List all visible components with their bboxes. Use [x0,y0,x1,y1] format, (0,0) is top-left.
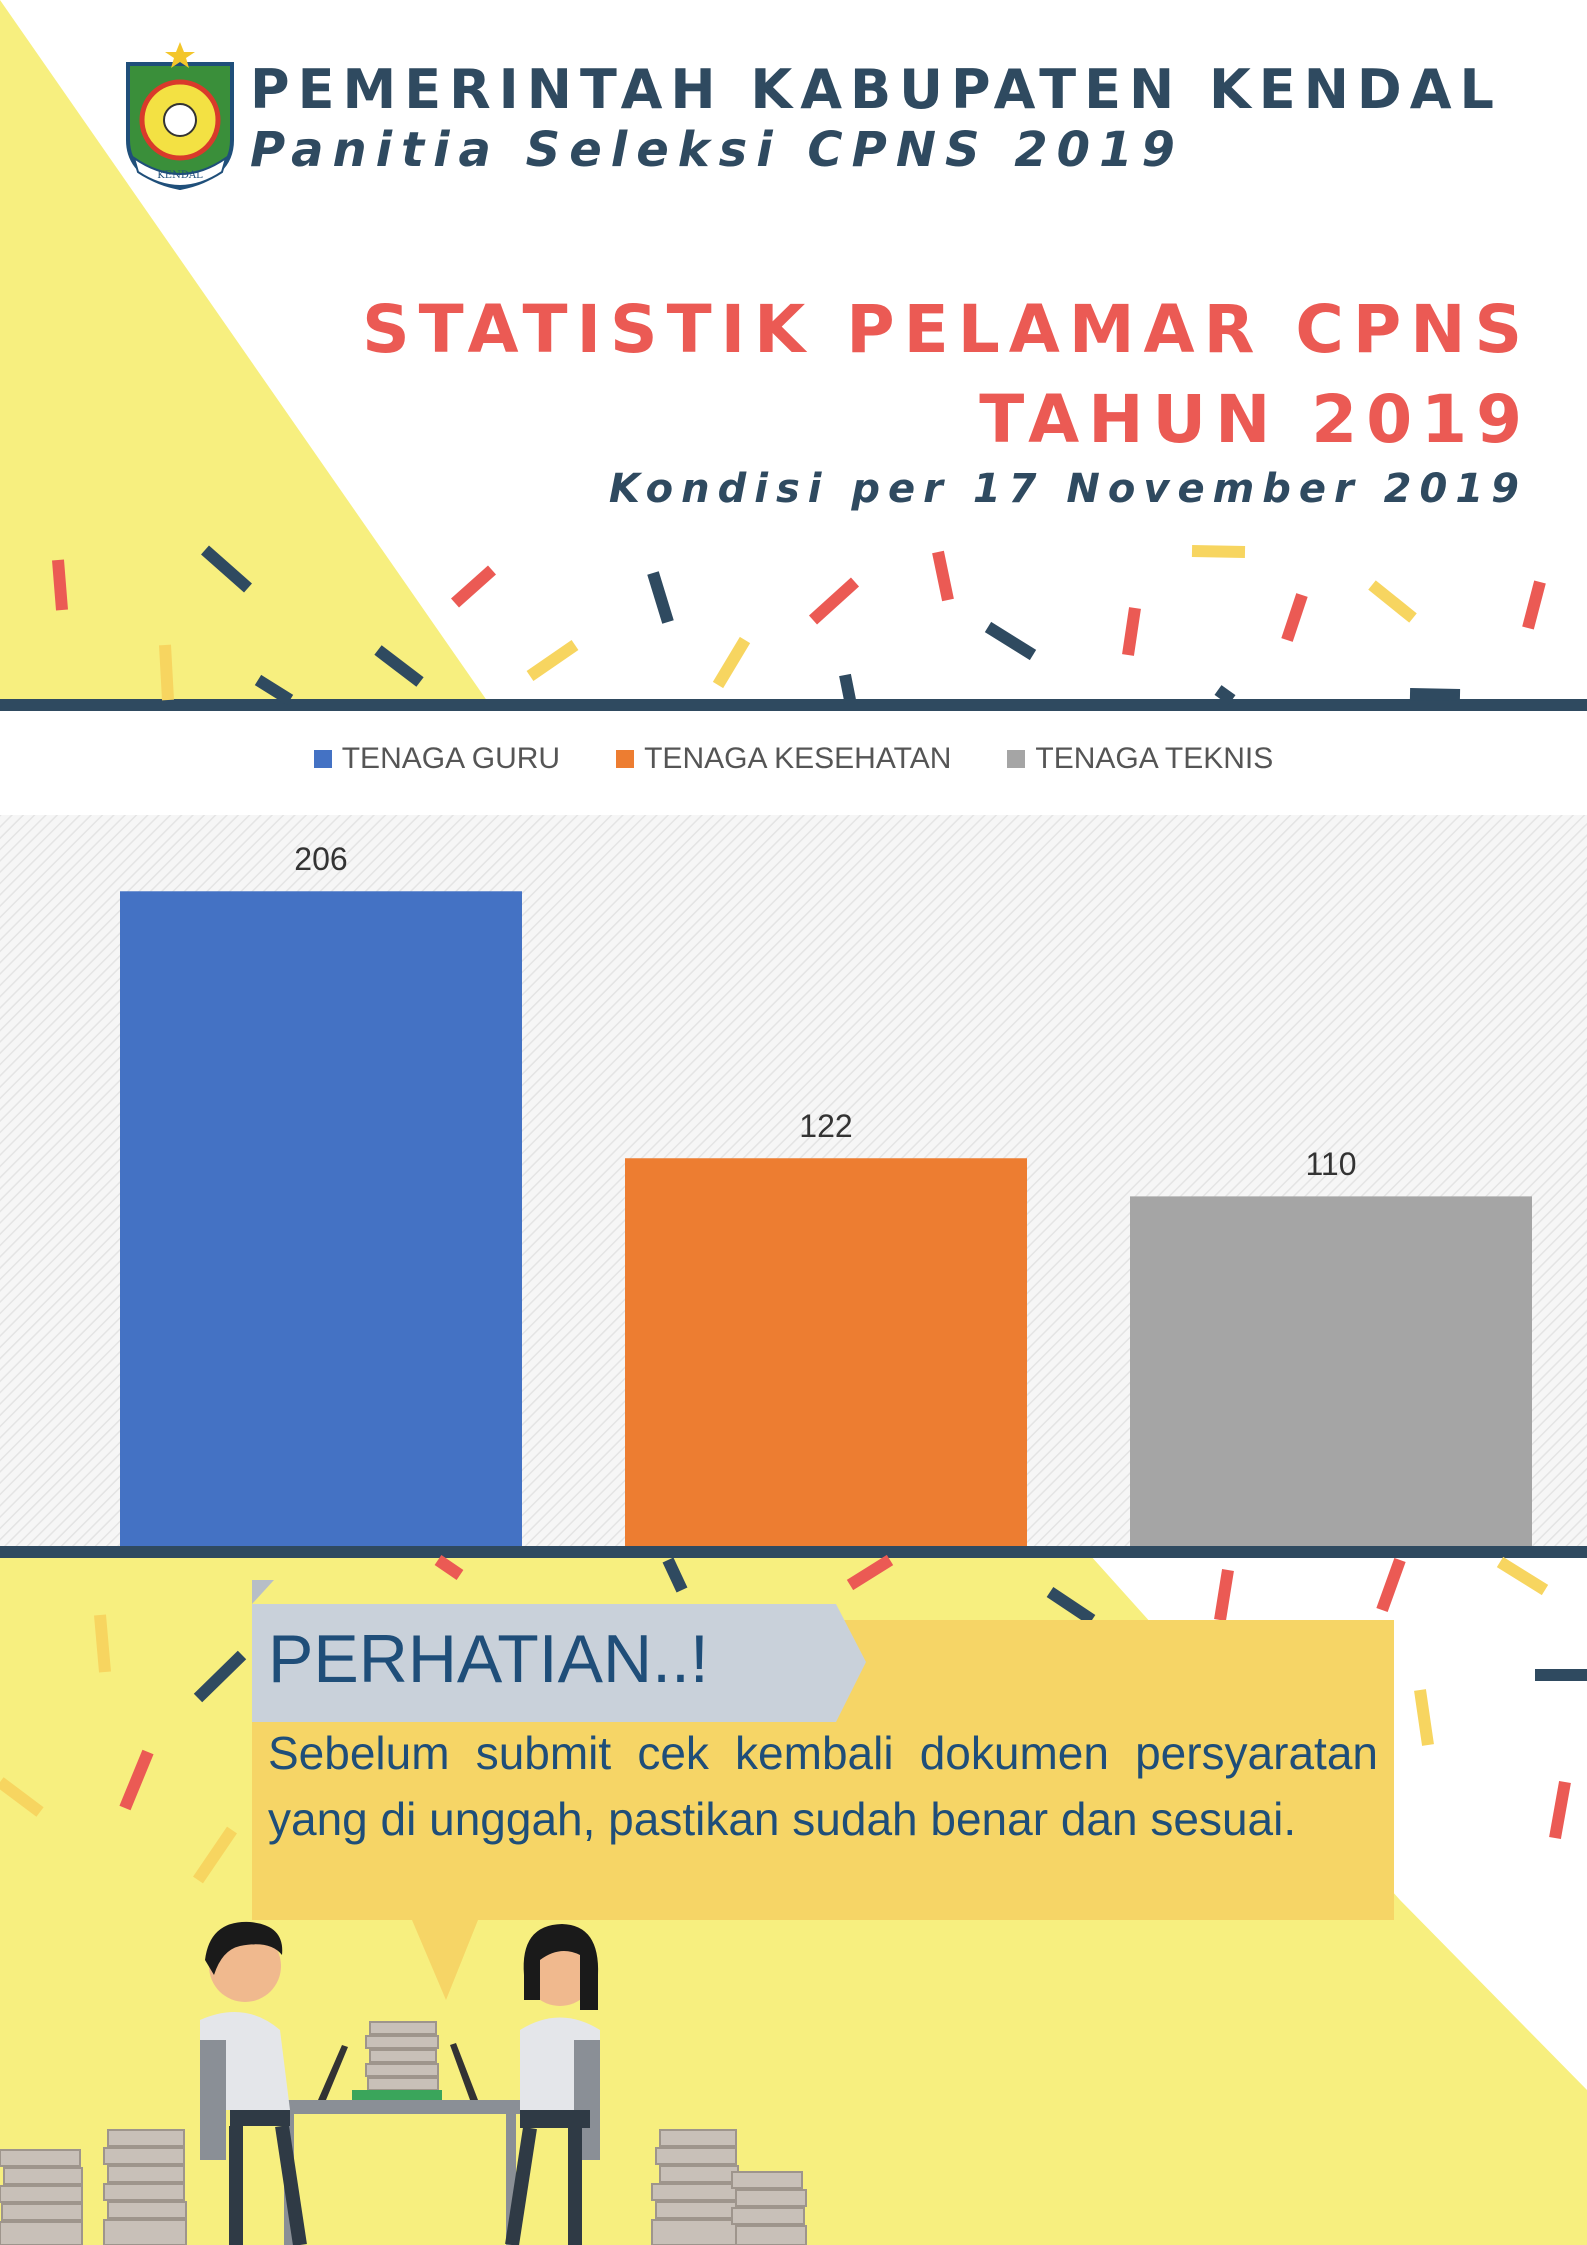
bar-tenaga-guru [120,891,522,1546]
date-note: Kondisi per 17 November 2019 [608,466,1527,512]
divider-bottom [0,1546,1587,1558]
notice-heading: PERHATIAN..! [268,1621,709,1697]
bar-tenaga-kesehatan [625,1158,1027,1546]
report-title [362,285,1531,465]
notice-body: Sebelum submit cek kembali dokumen persyaratan yang di unggah, pastikan sudah benar dan sesuai. [268,1727,1378,1845]
legend-swatch [1007,750,1025,768]
org-title: PEMERINTAH KABUPATEN KENDAL [250,58,1502,121]
divider-top [0,699,1587,711]
legend-swatch [314,750,332,768]
svg-text:KENDAL: KENDAL [157,170,203,181]
data-label-tenaga-kesehatan: 122 [799,1108,853,1145]
report-title-line-1: STATISTIK PELAMAR CPNS [362,291,1531,368]
data-label-tenaga-teknis: 110 [1305,1146,1357,1183]
data-label-tenaga-guru: 206 [294,841,348,878]
legend-item-tenaga-teknis [1007,742,1273,776]
legend-label: TENAGA TEKNIS [1035,742,1274,775]
bar-tenaga-teknis [1130,1196,1532,1546]
chart-legend [0,742,1587,776]
legend-label: TENAGA GURU [341,742,561,775]
report-title-line-2: TAHUN 2019 [979,381,1531,458]
legend-swatch [616,750,634,768]
legend-label: TENAGA KESEHATAN [644,742,952,775]
kendal-logo [128,42,232,188]
legend-item-tenaga-guru [314,742,560,776]
org-subtitle: Panitia Seleksi CPNS 2019 [250,122,1184,178]
legend-item-tenaga-kesehatan [616,742,951,776]
